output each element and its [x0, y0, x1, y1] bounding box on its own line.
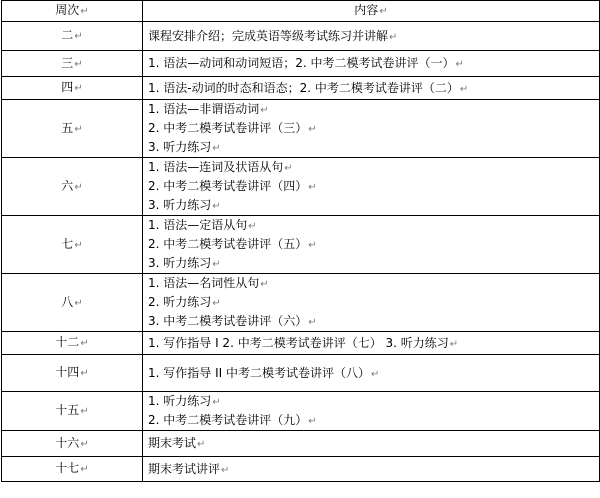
table-row: [2, 216, 600, 274]
content-line: [148, 119, 599, 138]
paragraph-mark-icon: ↵: [389, 31, 398, 43]
header-week: [2, 1, 143, 22]
week-label: 七: [61, 236, 74, 251]
content-text: 2. 中考二模考试卷讲评（九）: [148, 413, 308, 427]
content-line: [148, 434, 599, 453]
week-label: 十四: [55, 365, 80, 379]
content-cell: [143, 355, 600, 392]
content-line: [148, 254, 599, 273]
content-text: 1. 语法—动词和动词短语；2. 中考二模考试卷讲评（一）: [148, 56, 455, 70]
content-cell: [143, 332, 600, 355]
table-row: [2, 332, 600, 355]
content-text: 1. 语法-动词的时态和语态；2. 中考二模考试卷讲评（二）: [148, 80, 459, 95]
table-row: [2, 274, 600, 332]
week-label: 八: [61, 294, 74, 309]
table-row: [2, 431, 600, 457]
paragraph-mark-icon: ↵: [260, 105, 269, 116]
table-row: [2, 77, 600, 100]
table-row: [2, 22, 600, 51]
paragraph-mark-icon: ↵: [74, 83, 83, 94]
table-row: [2, 51, 600, 77]
paragraph-mark-icon: ↵: [449, 338, 459, 350]
content-text: 1. 语法—非谓语动词: [148, 102, 260, 116]
content-text: 1. 写作指导 I 2. 中考二模考试卷讲评（七） 3. 听力练习: [148, 335, 449, 350]
paragraph-mark-icon: ↵: [80, 438, 89, 450]
week-cell: [2, 77, 143, 100]
week-cell: [2, 274, 143, 332]
content-line: [148, 460, 599, 479]
week-cell: [2, 158, 143, 216]
paragraph-mark-icon: ↵: [80, 406, 89, 417]
content-line: [148, 364, 599, 383]
week-cell: [2, 216, 143, 274]
paragraph-mark-icon: ↵: [308, 317, 317, 328]
content-line: [148, 177, 599, 196]
content-cell: [143, 77, 600, 100]
table-row: [2, 100, 600, 158]
paragraph-mark-icon: ↵: [212, 259, 221, 270]
table-row: [2, 457, 600, 482]
content-cell: [143, 22, 600, 51]
content-line: [148, 334, 599, 353]
paragraph-mark-icon: ↵: [212, 298, 221, 309]
week-cell: [2, 100, 143, 158]
paragraph-mark-icon: ↵: [74, 297, 83, 309]
content-text: 3. 听力练习: [148, 198, 212, 212]
week-cell: [2, 332, 143, 355]
table-row: [2, 392, 600, 431]
content-line: [148, 411, 599, 430]
paragraph-mark-icon: ↵: [80, 464, 89, 475]
paragraph-mark-icon: ↵: [379, 6, 388, 17]
week-label: 十五: [55, 403, 80, 417]
content-line: [148, 196, 599, 215]
paragraph-mark-icon: ↵: [370, 368, 380, 380]
content-text: 3. 听力练习: [148, 256, 212, 270]
content-text: 1. 语法—连词及状语从句: [148, 160, 284, 174]
paragraph-mark-icon: ↵: [284, 163, 293, 174]
table-row: [2, 158, 600, 216]
content-text: 期末考试: [148, 436, 197, 450]
content-text: 期末考试讲评: [148, 461, 221, 476]
content-cell: [143, 158, 600, 216]
table-header-row: [2, 1, 600, 22]
content-line: [148, 158, 599, 177]
paragraph-mark-icon: ↵: [212, 397, 221, 408]
paragraph-mark-icon: ↵: [221, 464, 230, 476]
paragraph-mark-icon: ↵: [74, 31, 83, 42]
content-text: 1. 语法—名词性从句: [148, 276, 260, 290]
content-text: 课程安排介绍；完成英语等级考试练习并讲解: [148, 28, 389, 43]
header-content-label: 内容: [354, 3, 379, 17]
content-line: [148, 293, 599, 312]
header-week-label: 周次: [55, 3, 80, 17]
content-text: 2. 中考二模考试卷讲评（四）: [148, 179, 308, 193]
content-line: [148, 54, 599, 73]
paragraph-mark-icon: ↵: [74, 58, 83, 70]
content-text: 2. 中考二模考试卷讲评（五）: [148, 237, 308, 251]
week-cell: [2, 22, 143, 51]
content-cell: [143, 100, 600, 158]
week-label: 十二: [55, 335, 80, 349]
week-label: 二: [61, 28, 74, 42]
paragraph-mark-icon: ↵: [308, 240, 317, 251]
week-label: 五: [61, 120, 74, 135]
content-line: [148, 138, 599, 157]
content-text: 3. 中考二模考试卷讲评（六）: [148, 314, 308, 328]
content-text: 1. 语法—定语从句: [148, 218, 248, 232]
content-cell: [143, 216, 600, 274]
content-line: [148, 216, 599, 235]
table-row: [2, 355, 600, 392]
content-text: 2. 听力练习: [148, 295, 212, 309]
content-cell: [143, 274, 600, 332]
paragraph-mark-icon: ↵: [197, 439, 206, 450]
content-text: 2. 中考二模考试卷讲评（三）: [148, 121, 308, 135]
content-text: 1. 写作指导 II 中考二模考试卷讲评（八）: [148, 365, 370, 380]
schedule-table: [1, 0, 600, 482]
week-cell: [2, 457, 143, 482]
week-label: 十六: [55, 435, 80, 450]
week-cell: [2, 392, 143, 431]
paragraph-mark-icon: ↵: [308, 182, 317, 193]
paragraph-mark-icon: ↵: [80, 6, 89, 17]
week-cell: [2, 355, 143, 392]
week-label: 六: [61, 178, 74, 193]
paragraph-mark-icon: ↵: [212, 143, 221, 154]
week-cell: [2, 51, 143, 77]
content-cell: [143, 457, 600, 482]
paragraph-mark-icon: ↵: [74, 123, 83, 135]
content-line: [148, 312, 599, 331]
content-cell: [143, 51, 600, 77]
content-line: [148, 100, 599, 119]
content-line: [148, 235, 599, 254]
content-cell: [143, 431, 600, 457]
paragraph-mark-icon: ↵: [80, 338, 89, 349]
paragraph-mark-icon: ↵: [459, 83, 469, 95]
content-line: [148, 27, 599, 46]
paragraph-mark-icon: ↵: [212, 201, 221, 212]
paragraph-mark-icon: ↵: [455, 59, 464, 70]
paragraph-mark-icon: ↵: [260, 279, 269, 290]
paragraph-mark-icon: ↵: [74, 239, 83, 251]
paragraph-mark-icon: ↵: [248, 221, 257, 232]
table-body: [2, 22, 600, 482]
content-cell: [143, 392, 600, 431]
week-cell: [2, 431, 143, 457]
header-content: [143, 1, 600, 22]
paragraph-mark-icon: ↵: [74, 181, 83, 193]
week-label: 十七: [55, 461, 80, 475]
content-line: [148, 79, 599, 98]
week-label: 四: [61, 80, 74, 94]
paragraph-mark-icon: ↵: [80, 368, 89, 379]
content-line: [148, 274, 599, 293]
content-line: [148, 392, 599, 411]
week-label: 三: [61, 55, 74, 70]
content-text: 1. 听力练习: [148, 394, 212, 408]
paragraph-mark-icon: ↵: [308, 416, 317, 427]
paragraph-mark-icon: ↵: [308, 124, 317, 135]
content-text: 3. 听力练习: [148, 140, 212, 154]
